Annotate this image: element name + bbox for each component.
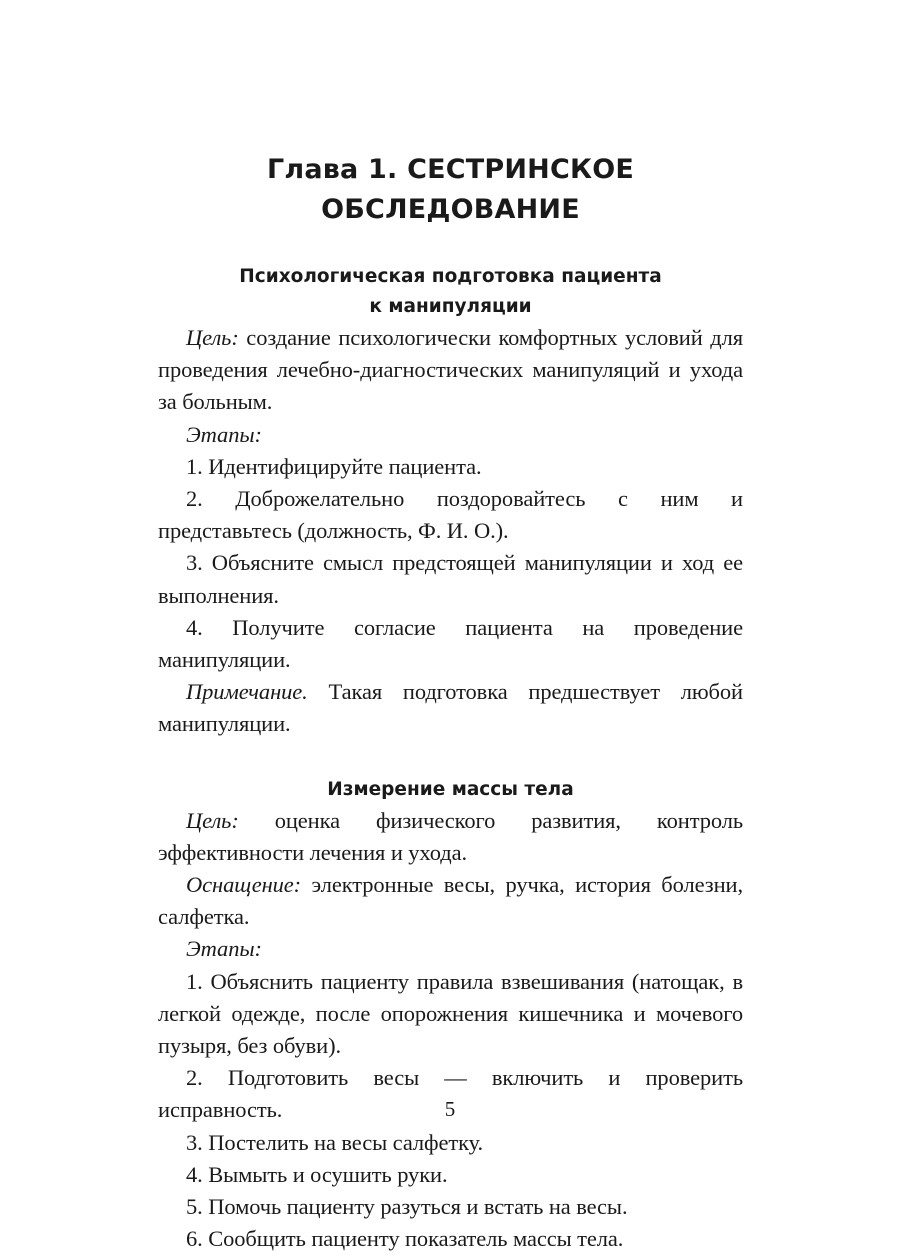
section-psychological-preparation xyxy=(158,262,743,741)
note-paragraph xyxy=(158,676,743,740)
section-title-line1: Психологическая подготовка пациента xyxy=(239,266,662,287)
steps-label-text: Этапы: xyxy=(186,421,262,447)
section-title-line2: к манипуляции xyxy=(369,296,532,317)
step-item: 3. Постелить на весы салфетку. xyxy=(186,1129,484,1155)
section-title xyxy=(158,262,743,322)
step-item: 1. Объяснить пациенту правила взвешивания (натощак, в легкой одежде, после опорожнения кишечника и мочевого пузыря, без обуви). xyxy=(158,968,743,1059)
steps-label xyxy=(158,419,743,451)
page-number: 5 xyxy=(444,1097,456,1121)
section-body-weight xyxy=(158,775,743,1255)
step-item: 2. Доброжелательно поздоровайтесь с ним и представьтесь (должность, Ф. И. О.). xyxy=(158,486,743,544)
step-item: 6. Сообщить пациенту показатель массы тела. xyxy=(186,1226,624,1252)
book-page xyxy=(158,150,743,1255)
note-text: Такая подготовка предшествует любой манипуляции. xyxy=(158,679,743,737)
step-item: 4. Вымыть и осушить руки. xyxy=(186,1161,448,1187)
goal-text: оценка физического развития, контроль эффективности лечения и ухода. xyxy=(158,807,743,865)
goal-label: Цель: xyxy=(186,807,239,833)
step-item: 5. Помочь пациенту разуться и встать на весы. xyxy=(186,1194,628,1220)
section-title: Измерение массы тела xyxy=(327,778,574,800)
steps-label xyxy=(158,933,743,965)
chapter-title-line2: ОБСЛЕДОВАНИЕ xyxy=(321,194,580,225)
chapter-title xyxy=(158,150,743,230)
step-item: 4. Получите согласие пациента на проведение манипуляции. xyxy=(158,614,743,673)
step-item: 3. Объясните смысл предстоящей манипуляции и ход ее выполнения. xyxy=(158,550,743,608)
note-label: Примечание. xyxy=(186,679,308,705)
goal-paragraph xyxy=(158,805,743,869)
goal-paragraph xyxy=(158,322,743,419)
equipment-text: электронные весы, ручка, история болезни, салфетка. xyxy=(158,872,743,930)
step-item: 2. Подготовить весы — включить и проверить исправность. xyxy=(158,1065,743,1123)
steps-label-text: Этапы: xyxy=(186,936,262,962)
equipment-label: Оснащение: xyxy=(186,872,302,898)
step-item: 1. Идентифицируйте пациента. xyxy=(186,453,482,479)
chapter-title-line1: Глава 1. СЕСТРИНСКОЕ xyxy=(266,154,635,185)
goal-text: создание психологически комфортных условий для проведения лечебно-диагностических манипуляций и ухода за больным. xyxy=(158,325,743,415)
equipment-paragraph xyxy=(158,869,743,933)
goal-label: Цель: xyxy=(186,325,239,350)
